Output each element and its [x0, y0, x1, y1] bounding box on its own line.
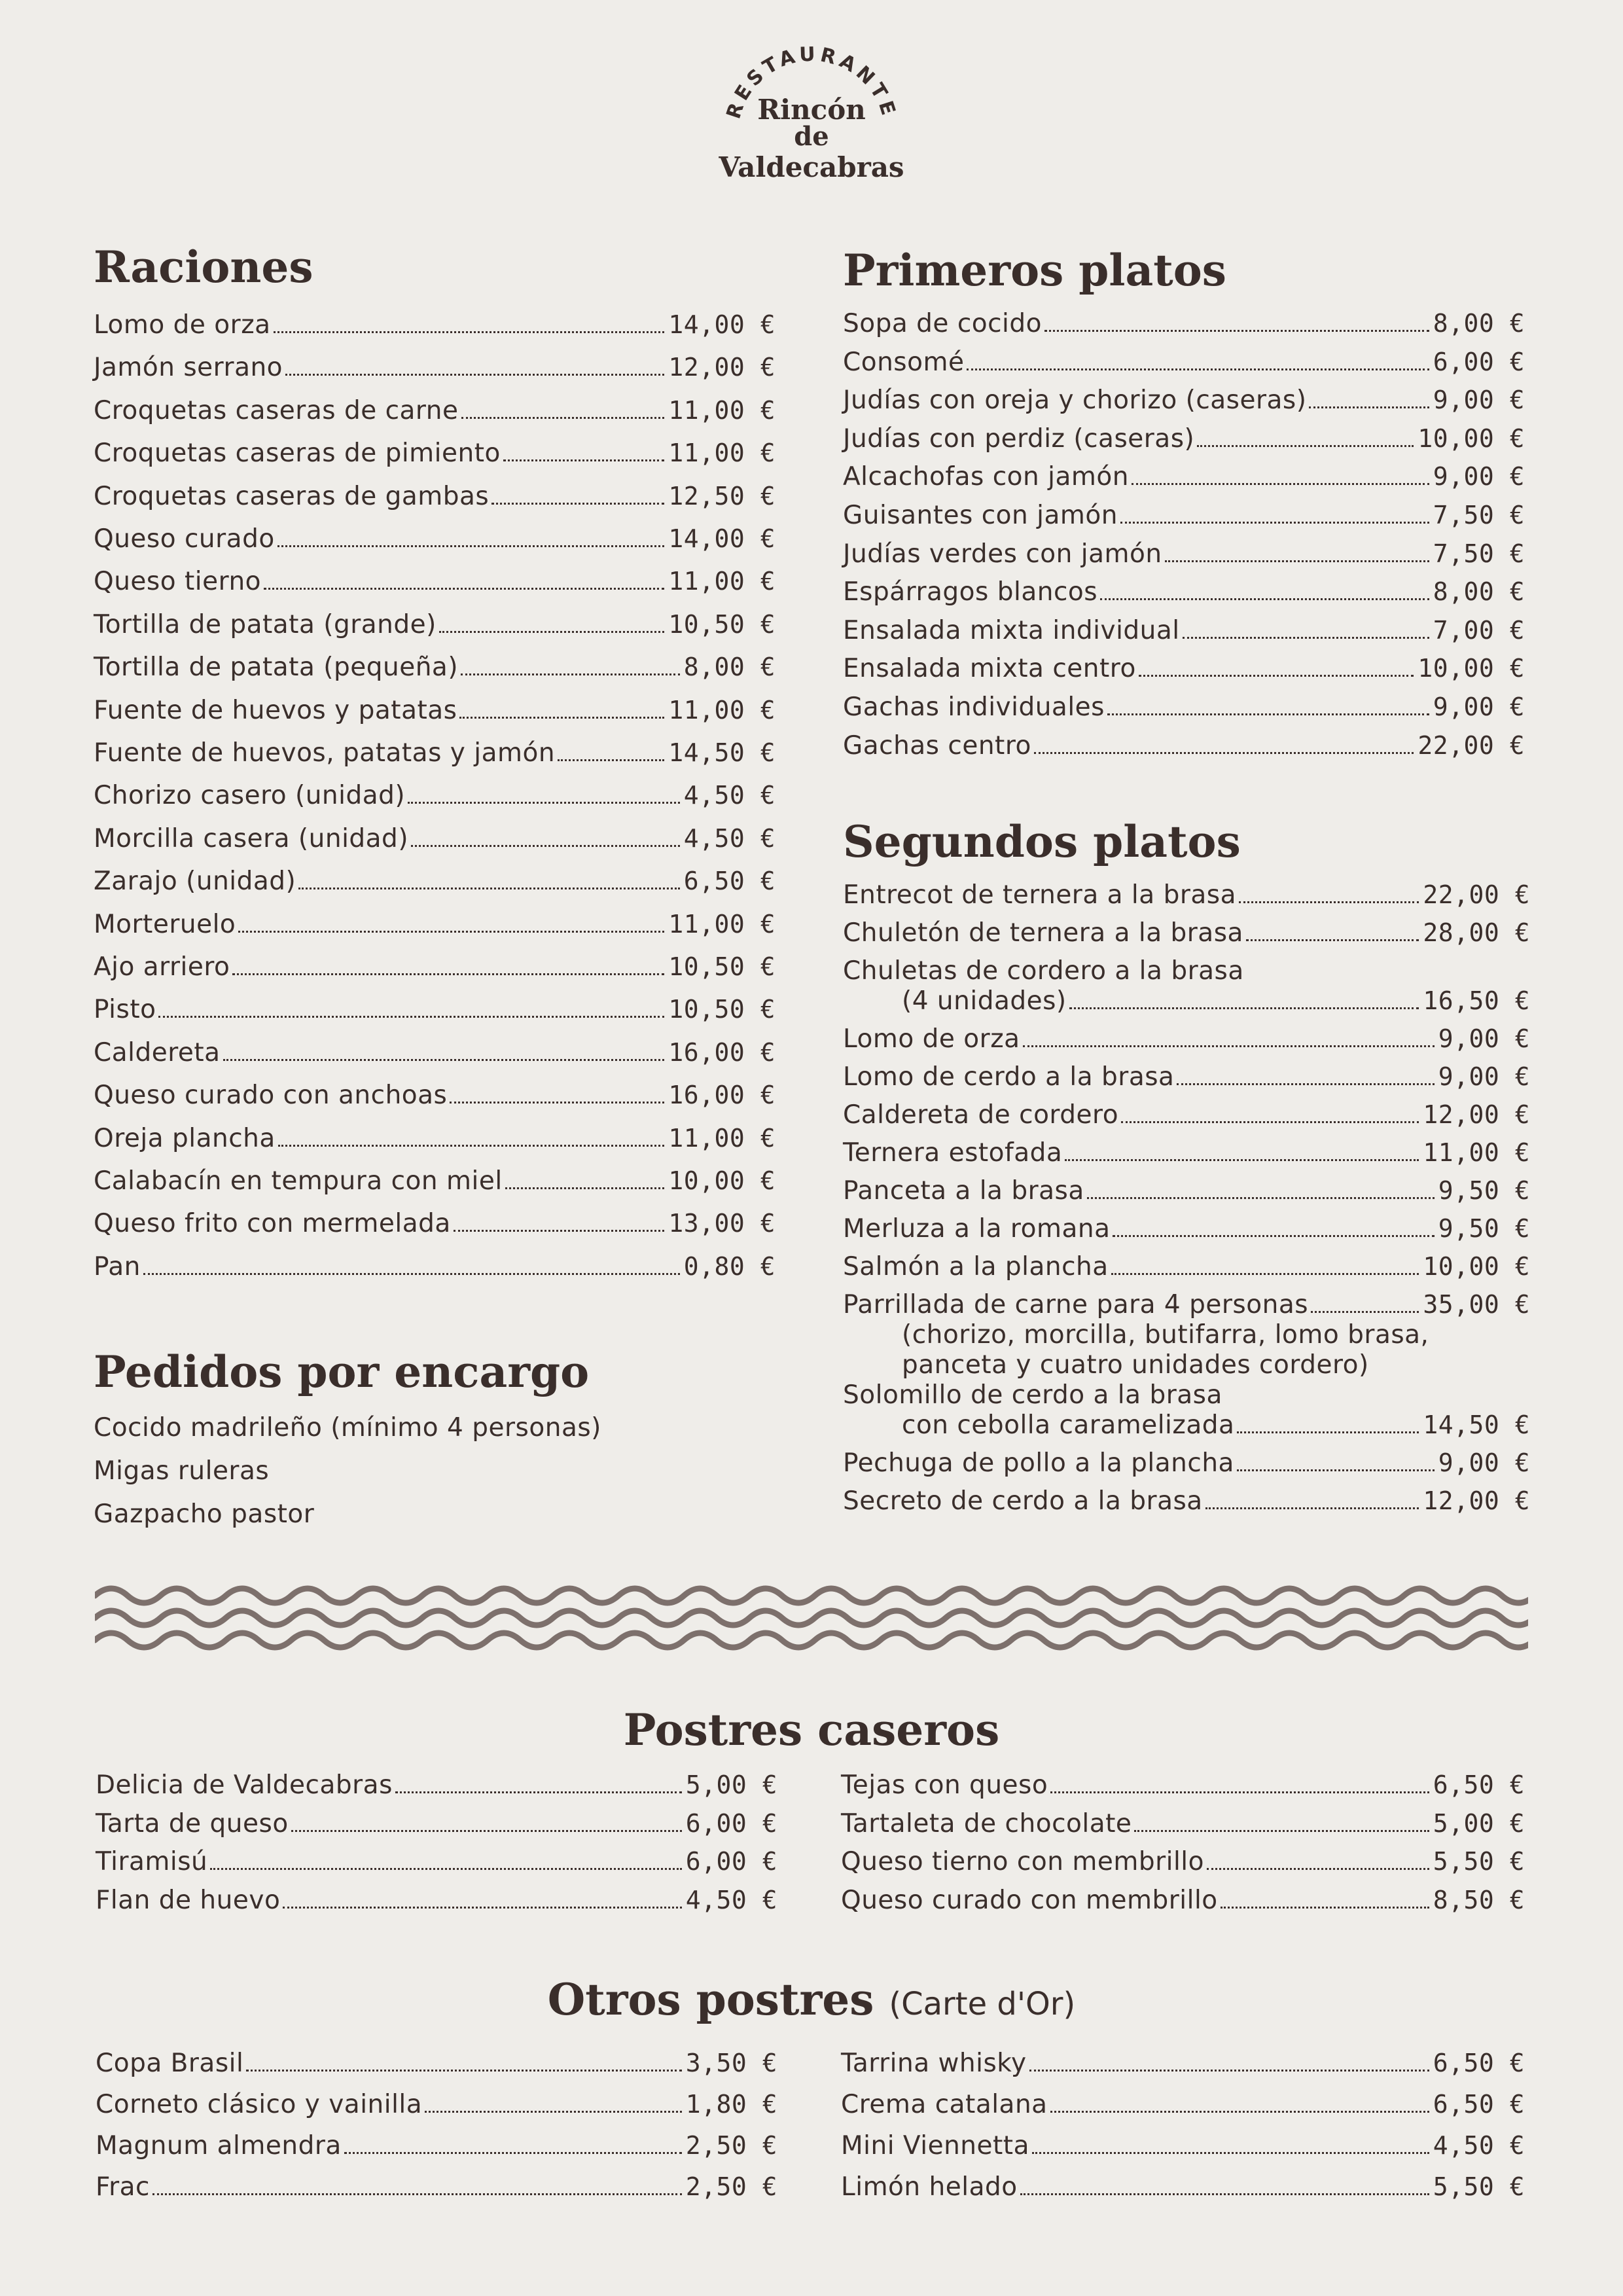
dot-leader — [967, 368, 1429, 370]
dot-leader — [439, 631, 664, 633]
menu-item-name: Magnum almendra — [96, 2131, 342, 2161]
menu-item-name: Pan — [94, 1251, 141, 1282]
menu-item-name: Tiramisú — [96, 1847, 208, 1876]
menu-item-name: Morteruelo — [94, 909, 236, 939]
menu-item-name: Tortilla de patata (pequeña) — [94, 653, 459, 683]
menu-item — [843, 577, 1525, 608]
menu-item-price: 7,50 € — [1433, 539, 1525, 568]
menu-item-name: Tartaleta de chocolate — [841, 1808, 1132, 1839]
menu-item-name: Lomo de cerdo a la brasa — [843, 1062, 1175, 1092]
dot-leader — [238, 931, 664, 933]
menu-item-price: 6,00 € — [685, 1847, 777, 1876]
menu-item — [96, 2131, 777, 2162]
menu-item-name: Secreto de cerdo a la brasa — [843, 1486, 1203, 1516]
dot-leader — [1050, 2111, 1429, 2113]
dot-leader — [1246, 939, 1419, 941]
menu-item-price: 11,00 € — [668, 1123, 776, 1153]
menu-item — [843, 1448, 1530, 1479]
menu-item-price: 4,50 € — [1433, 2131, 1525, 2160]
menu-item-price: 5,50 € — [1433, 1847, 1525, 1876]
menu-item — [94, 1124, 776, 1155]
dot-leader — [450, 1102, 664, 1103]
menu-item-name: Caldereta de cordero — [843, 1100, 1119, 1130]
menu-item — [94, 567, 776, 598]
menu-item — [94, 610, 776, 641]
dot-leader — [1132, 483, 1429, 485]
menu-item-name: Fuente de huevos, patatas y jamón — [94, 738, 556, 768]
menu-item — [902, 986, 1530, 1017]
menu-item — [843, 731, 1525, 762]
menu-item-price: 4,50 € — [683, 781, 776, 810]
menu-item — [843, 1176, 1530, 1207]
menu-item — [843, 1024, 1530, 1055]
menu-item-name: Ensalada mixta centro — [843, 654, 1136, 684]
menu-item-price: 2,50 € — [685, 2131, 777, 2160]
menu-item-name: Caldereta — [94, 1037, 221, 1067]
menu-item-price: 6,50 € — [1433, 2049, 1525, 2077]
menu-item-name: Queso tierno con membrillo — [841, 1847, 1204, 1876]
menu-item-name: Gachas centro — [843, 730, 1031, 761]
menu-item — [902, 1350, 1530, 1381]
raciones-section — [94, 242, 776, 1282]
menu-item-name: Chorizo casero (unidad) — [94, 781, 406, 811]
wave-line — [95, 1611, 1528, 1625]
wave-line — [95, 1588, 1528, 1603]
menu-item-price: 9,00 € — [1433, 692, 1525, 721]
logo-line1: Rincón — [757, 94, 866, 126]
dot-leader — [1020, 2193, 1429, 2195]
menu-item — [94, 524, 776, 555]
menu-item-name: panceta y cuatro unidades cordero) — [902, 1350, 1369, 1380]
menu-item-name: Alcachofas con jamón — [843, 462, 1129, 492]
menu-item — [843, 692, 1525, 723]
menu-item — [843, 1062, 1530, 1093]
menu-item — [843, 1252, 1530, 1283]
menu-item-name: Oreja plancha — [94, 1123, 276, 1153]
dot-leader — [1107, 713, 1429, 715]
menu-item — [843, 1290, 1530, 1321]
menu-item — [841, 2049, 1525, 2079]
menu-item-name: Pisto — [94, 995, 156, 1025]
dot-leader — [143, 1273, 680, 1275]
menu-item-name: Crema catalana — [841, 2090, 1048, 2119]
menu-item — [96, 2049, 777, 2079]
menu-item-price: 12,00 € — [1423, 1100, 1530, 1129]
menu-item-name: Delicia de Valdecabras — [96, 1770, 393, 1800]
menu-item-price: 6,50 € — [1433, 1770, 1525, 1799]
menu-item-price: 11,00 € — [1423, 1138, 1530, 1167]
menu-item — [843, 539, 1525, 570]
menu-item-name: Copa Brasil — [96, 2049, 244, 2078]
order-item: Cocido madrileño (mínimo 4 personas) — [94, 1413, 601, 1443]
menu-item-name: Fuente de huevos y patatas — [94, 695, 457, 725]
dot-leader — [1205, 1507, 1419, 1509]
menu-item — [841, 1809, 1525, 1840]
menu-item-price: 35,00 € — [1423, 1290, 1530, 1319]
menu-item — [841, 1886, 1525, 1916]
menu-item — [843, 918, 1530, 949]
menu-item-price: 4,50 € — [683, 823, 776, 853]
menu-item-name: Judías verdes con jamón — [843, 539, 1162, 569]
menu-item — [843, 880, 1530, 911]
menu-item — [94, 653, 776, 683]
menu-item-price: 9,00 € — [1438, 1024, 1530, 1053]
dot-leader — [1032, 2152, 1429, 2154]
menu-item-name: Chuletón de ternera a la brasa — [843, 918, 1243, 948]
menu-item-name: Flan de huevo — [96, 1885, 281, 1915]
menu-item-name: Merluza a la romana — [843, 1214, 1111, 1244]
otros-title-main: Otros postres — [547, 1974, 874, 2025]
primeros-section — [843, 245, 1525, 761]
menu-item-price: 22,00 € — [1418, 730, 1525, 760]
menu-item-name: Queso frito con mermelada — [94, 1209, 451, 1239]
menu-item — [94, 439, 776, 469]
menu-item-name: Frac — [96, 2172, 150, 2202]
menu-item-name: Judías con oreja y chorizo (caseras) — [843, 386, 1307, 416]
menu-item — [843, 462, 1525, 493]
menu-item — [94, 1038, 776, 1069]
menu-item-price: 14,00 € — [668, 524, 776, 553]
menu-item-price: 12,00 € — [668, 353, 776, 382]
primeros-title: Primeros platos — [843, 245, 1226, 296]
menu-item-name: Panceta a la brasa — [843, 1176, 1084, 1206]
dot-leader — [344, 2152, 682, 2154]
menu-item-price: 6,50 € — [1433, 2090, 1525, 2119]
dot-leader — [1237, 1469, 1435, 1471]
restaurant-logo — [713, 46, 910, 190]
dot-leader — [1087, 1197, 1435, 1199]
menu-item-price: 8,00 € — [1433, 577, 1525, 607]
segundos-section — [843, 816, 1530, 1516]
menu-item — [843, 616, 1525, 647]
menu-item — [96, 1847, 777, 1878]
dot-leader — [1177, 1083, 1434, 1085]
menu-item — [841, 2090, 1525, 2121]
dot-leader — [1113, 1235, 1434, 1237]
menu-item-name: con cebolla caramelizada — [902, 1410, 1235, 1440]
menu-item — [94, 696, 776, 726]
dot-leader — [558, 759, 664, 761]
menu-item-name: Croquetas caseras de carne — [94, 395, 459, 425]
menu-item-name: Limón helado — [841, 2172, 1018, 2202]
encargo-section — [94, 1346, 776, 1529]
dot-leader — [232, 973, 664, 975]
menu-item — [96, 2172, 777, 2203]
menu-item-price: 6,00 € — [685, 1808, 777, 1838]
order-item: Migas ruleras — [94, 1456, 270, 1486]
menu-item-name: Calabacín en tempura con miel — [94, 1166, 503, 1196]
dot-leader — [408, 802, 680, 804]
menu-item-price: 4,50 € — [685, 1885, 777, 1914]
dot-leader — [1100, 598, 1429, 600]
menu-item-name: Pechuga de pollo a la plancha — [843, 1448, 1234, 1478]
menu-item-price: 16,00 € — [668, 1081, 776, 1110]
menu-item-price: 7,00 € — [1433, 615, 1525, 645]
logo-line2: de — [794, 121, 829, 152]
menu-item-price: 9,00 € — [1433, 462, 1525, 492]
logo-arc-text: RESTAURANTE — [722, 46, 901, 122]
dot-leader — [298, 888, 679, 889]
menu-item-name: Guisantes con jamón — [843, 501, 1118, 530]
dot-leader — [459, 717, 664, 719]
menu-item-name: Tarta de queso — [96, 1808, 289, 1839]
menu-item-price: 14,00 € — [668, 310, 776, 339]
menu-item — [841, 2131, 1525, 2162]
menu-item-name: Consomé — [843, 347, 965, 377]
menu-item — [843, 501, 1525, 531]
menu-item — [902, 1320, 1530, 1351]
menu-item-name: Chuletas de cordero a la brasa — [843, 956, 1244, 986]
menu-item-price: 6,00 € — [1433, 347, 1525, 376]
menu-item-name: Lomo de orza — [94, 310, 271, 340]
menu-item-price: 11,00 € — [668, 695, 776, 725]
dot-leader — [210, 1868, 681, 1870]
menu-item-name: Tejas con queso — [841, 1770, 1048, 1800]
menu-item — [96, 1886, 777, 1916]
wave-divider — [95, 1584, 1528, 1656]
menu-item-name: Entrecot de ternera a la brasa — [843, 880, 1236, 910]
dot-leader — [1121, 1121, 1419, 1123]
menu-item-name: (chorizo, morcilla, butifarra, lomo brasa, — [902, 1320, 1429, 1350]
order-item: Gazpacho pastor — [94, 1499, 315, 1529]
menu-item-price: 3,50 € — [685, 2049, 777, 2077]
menu-item-name: Queso tierno — [94, 567, 262, 597]
dot-leader — [277, 545, 665, 547]
menu-item-price: 6,50 € — [683, 867, 776, 896]
menu-item-price: 9,50 € — [1438, 1214, 1530, 1243]
menu-item — [843, 386, 1525, 416]
menu-item — [843, 1380, 1530, 1411]
dot-leader — [1069, 1007, 1419, 1009]
menu-item-price: 5,00 € — [685, 1770, 777, 1799]
menu-item-price: 0,80 € — [683, 1251, 776, 1281]
menu-item-price: 10,00 € — [1418, 423, 1525, 453]
dot-leader — [1044, 330, 1429, 332]
menu-item-name: Queso curado con anchoas — [94, 1081, 448, 1111]
dot-leader — [1111, 1273, 1419, 1275]
menu-item — [94, 738, 776, 769]
menu-item-price: 1,80 € — [685, 2090, 777, 2119]
menu-item — [94, 396, 776, 427]
dot-leader — [1065, 1159, 1419, 1161]
menu-item — [843, 1214, 1530, 1245]
menu-item-price: 9,00 € — [1438, 1448, 1530, 1477]
menu-item-price: 10,50 € — [668, 995, 776, 1024]
menu-item-name: Tortilla de patata (grande) — [94, 609, 437, 639]
dot-leader — [264, 588, 664, 590]
menu-item-name: Lomo de orza — [843, 1024, 1020, 1054]
dot-leader — [1237, 1431, 1419, 1433]
menu-item — [94, 353, 776, 384]
menu-item-name: Espárragos blancos — [843, 577, 1098, 607]
otros-title — [0, 1974, 1623, 2025]
menu-item-price: 7,50 € — [1433, 501, 1525, 529]
menu-item-name: Tarrina whisky — [841, 2049, 1027, 2078]
dot-leader — [1134, 1830, 1429, 1832]
menu-item-name: Ternera estofada — [843, 1138, 1063, 1168]
menu-item — [843, 424, 1525, 455]
menu-item-price: 12,50 € — [668, 481, 776, 511]
dot-leader — [278, 1145, 665, 1147]
menu-item-price: 10,50 € — [668, 952, 776, 981]
menu-item-price: 10,00 € — [668, 1166, 776, 1195]
dot-leader — [152, 2193, 682, 2195]
menu-item-price: 13,00 € — [668, 1209, 776, 1238]
menu-item-price: 9,00 € — [1438, 1062, 1530, 1091]
menu-item — [94, 310, 776, 341]
menu-item-price: 9,00 € — [1433, 386, 1525, 415]
menu-item-price: 10,00 € — [1418, 654, 1525, 683]
dot-leader — [461, 673, 680, 675]
menu-item — [94, 952, 776, 983]
dot-leader — [274, 331, 665, 333]
menu-item — [94, 1166, 776, 1197]
menu-item-price: 9,50 € — [1438, 1176, 1530, 1205]
menu-item — [94, 995, 776, 1026]
dot-leader — [505, 1187, 665, 1189]
menu-item-name: Jamón serrano — [94, 353, 283, 383]
menu-item-price: 16,00 € — [668, 1037, 776, 1067]
dot-leader — [1197, 445, 1414, 447]
menu-item — [96, 2090, 777, 2121]
menu-item-price: 8,50 € — [1433, 1885, 1525, 1914]
menu-item-price: 11,00 € — [668, 567, 776, 596]
menu-item-name: Sopa de cocido — [843, 309, 1043, 338]
menu-item-price: 10,50 € — [668, 609, 776, 639]
wave-line — [95, 1633, 1528, 1647]
menu-item-price: 5,00 € — [1433, 1808, 1525, 1838]
menu-item — [94, 1209, 776, 1240]
dot-leader — [285, 374, 664, 376]
menu-item-price: 16,50 € — [1423, 986, 1530, 1015]
raciones-title: Raciones — [94, 242, 313, 293]
logo-graphic — [713, 46, 910, 190]
menu-item — [841, 1847, 1525, 1878]
menu-item-name: Queso curado con membrillo — [841, 1885, 1218, 1915]
dot-leader — [1139, 675, 1414, 677]
menu-item-name: Croquetas caseras de pimiento — [94, 439, 501, 469]
menu-item-price: 5,50 € — [1433, 2172, 1525, 2201]
dot-leader — [1221, 1907, 1429, 1909]
menu-item — [94, 867, 776, 897]
menu-item-name: Salmón a la plancha — [843, 1252, 1109, 1282]
postres-title: Postres caseros — [623, 1704, 1000, 1755]
dot-leader — [1120, 522, 1429, 524]
menu-item-price: 28,00 € — [1423, 918, 1530, 947]
dot-leader — [1183, 637, 1429, 639]
menu-item — [94, 1081, 776, 1111]
menu-item-name: (4 unidades) — [902, 986, 1067, 1016]
dot-leader — [1050, 1791, 1429, 1793]
dot-leader — [158, 1016, 664, 1018]
menu-item-price: 14,50 € — [1423, 1410, 1530, 1439]
menu-item — [94, 824, 776, 855]
otros-title-note: (Carte d'Or) — [889, 1986, 1076, 2022]
segundos-title: Segundos platos — [843, 816, 1241, 867]
menu-item-price: 10,00 € — [1423, 1252, 1530, 1281]
menu-item-name: Zarajo (unidad) — [94, 867, 296, 897]
menu-item-price: 14,50 € — [668, 738, 776, 767]
logo-line3: Valdecabras — [719, 151, 904, 183]
menu-item-price: 12,00 € — [1423, 1486, 1530, 1515]
dot-leader — [1034, 752, 1414, 754]
menu-item-price: 2,50 € — [685, 2172, 777, 2201]
menu-item-price: 11,00 € — [668, 909, 776, 939]
menu-item — [94, 910, 776, 941]
menu-item — [94, 1252, 776, 1283]
menu-item — [902, 1410, 1530, 1441]
menu-item — [94, 781, 776, 812]
dot-leader — [503, 459, 664, 461]
dot-leader — [1023, 1045, 1435, 1047]
menu-item — [843, 348, 1525, 378]
dot-leader — [491, 503, 664, 505]
dot-leader — [223, 1059, 665, 1061]
menu-item — [843, 1138, 1530, 1169]
menu-item — [841, 1770, 1525, 1801]
menu-item-name: Ajo arriero — [94, 952, 230, 982]
menu-item-price: 11,00 € — [668, 395, 776, 425]
dot-leader — [283, 1907, 681, 1909]
menu-item-price: 11,00 € — [668, 439, 776, 468]
menu-item-name: Parrillada de carne para 4 personas — [843, 1290, 1309, 1319]
menu-item — [96, 1770, 777, 1801]
dot-leader — [411, 845, 680, 847]
menu-item — [843, 309, 1525, 340]
menu-item — [843, 1486, 1530, 1517]
menu-item-name: Mini Viennetta — [841, 2131, 1029, 2161]
menu-item-name: Judías con perdiz (caseras) — [843, 423, 1195, 454]
menu-item — [843, 1100, 1530, 1131]
dot-leader — [1207, 1868, 1429, 1870]
menu-item-name: Croquetas caseras de gambas — [94, 481, 490, 511]
menu-item — [96, 1809, 777, 1840]
menu-item-name: Morcilla casera (unidad) — [94, 823, 409, 853]
menu-item-name: Gachas individuales — [843, 692, 1105, 722]
dot-leader — [1029, 2070, 1429, 2072]
menu-item-price: 8,00 € — [683, 653, 776, 682]
dot-leader — [1239, 901, 1419, 903]
encargo-title: Pedidos por encargo — [94, 1346, 590, 1397]
menu-item-name: Solomillo de cerdo a la brasa — [843, 1380, 1222, 1410]
dot-leader — [395, 1791, 682, 1793]
menu-item — [94, 482, 776, 512]
menu-item-price: 22,00 € — [1423, 880, 1530, 909]
dot-leader — [461, 417, 665, 419]
dot-leader — [1165, 560, 1429, 562]
menu-item-name: Corneto clásico y vainilla — [96, 2090, 423, 2119]
dot-leader — [246, 2070, 681, 2072]
dot-leader — [1309, 406, 1429, 408]
dot-leader — [1311, 1311, 1419, 1313]
menu-item-name: Queso curado — [94, 524, 275, 554]
menu-item — [841, 2172, 1525, 2203]
menu-item — [843, 654, 1525, 685]
dot-leader — [425, 2111, 682, 2113]
menu-item-price: 8,00 € — [1433, 309, 1525, 338]
dot-leader — [454, 1230, 665, 1232]
menu-item-name: Ensalada mixta individual — [843, 615, 1180, 645]
dot-leader — [291, 1830, 682, 1832]
menu-item — [843, 956, 1530, 987]
